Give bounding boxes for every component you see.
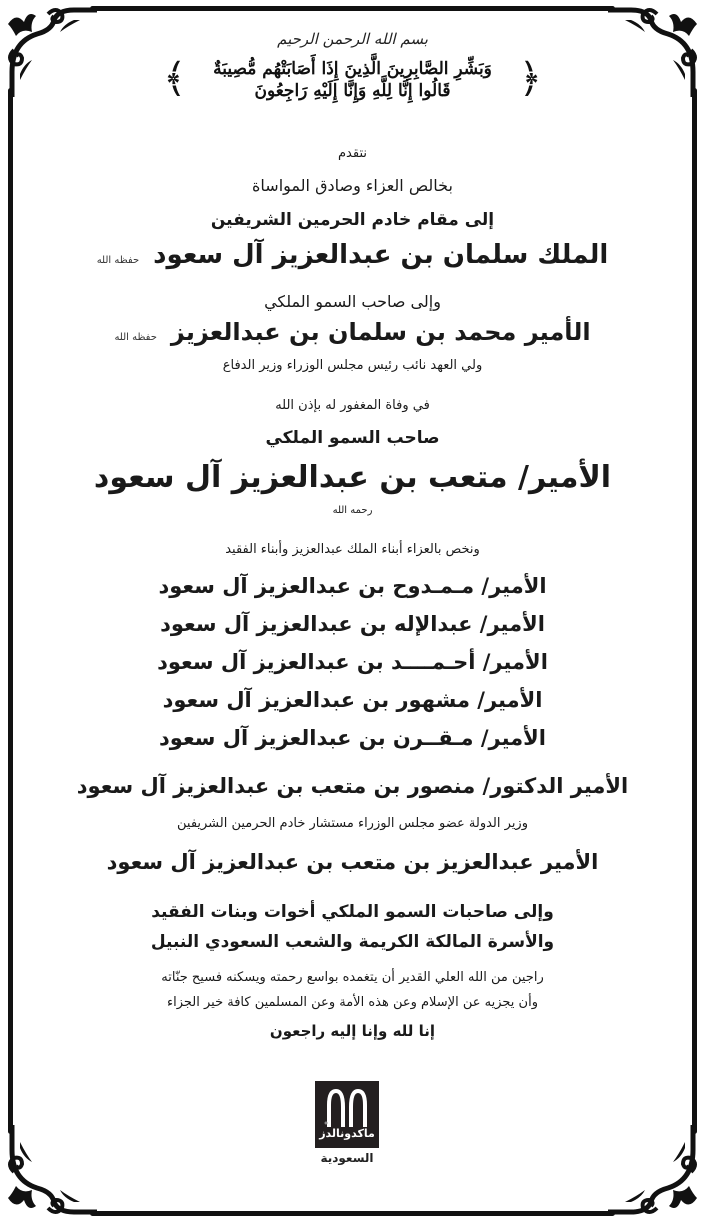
- son1-title: وزير الدولة عضو مجلس الوزراء مستشار خادم الحرمين الشريفين: [177, 816, 528, 831]
- logo-brand-text: ماكدونالدز: [319, 1127, 375, 1140]
- closing-prayer-2: وأن يجزيه عن الإسلام وعن هذه الأمة وعن المسلمين كافة خير الجزاء: [166, 995, 538, 1010]
- deceased-prayer: رحمه الله: [332, 505, 373, 516]
- intro-line-1: نتقدم: [338, 146, 367, 161]
- logo-country-text: السعودية: [320, 1151, 374, 1165]
- deceased-honorific: صاحب السمو الملكي: [265, 428, 440, 448]
- prince-row: الأمير/ عبدالإله بن عبدالعزيز آل سعود: [160, 612, 545, 636]
- son1-name: الأمير الدكتور/ منصور بن متعب بن عبدالعزيز آل سعود: [76, 774, 629, 798]
- crown-prince-title: ولي العهد نائب رئيس مجلس الوزراء وزير الدفاع: [222, 358, 483, 373]
- verse-line-2: قَالُوا إِنَّا لِلَّهِ وَإِنَّا إِلَيْهِ رَاجِعُونَ: [254, 81, 451, 101]
- closing-line-2: والأسرة المالكة الكريمة والشعب السعودي النبيل: [150, 932, 555, 952]
- deceased-intro: في وفاة المغفور له بإذن الله: [275, 398, 430, 413]
- verse-line-1: وَبَشِّرِ الصَّابِرِينَ الَّذِينَ إِذَا أَصَابَتْهُم مُّصِيبَةٌ: [213, 59, 492, 79]
- closing-prayer-1: راجين من الله العلي القدير أن يتغمده بواسع رحمته ويسكنه فسيح جنّاته: [161, 970, 544, 985]
- prince-row: الأمير/ مـقــرن بن عبدالعزيز آل سعود: [159, 726, 546, 750]
- family-intro: ونخص بالعزاء أبناء الملك عبدالعزيز وأبناء الفقيد: [225, 542, 480, 557]
- prince-row: الأمير/ مشهور بن عبدالعزيز آل سعود: [162, 688, 543, 712]
- crown-prince-suffix: حفظه الله: [114, 332, 157, 343]
- basmala: بسم الله الرحمن الرحيم: [277, 30, 428, 48]
- quran-verse-block: [163, 56, 542, 106]
- verse-brace-right: ﴿: [518, 56, 542, 102]
- king-suffix: حفظه الله: [96, 255, 140, 266]
- deceased-name: الأمير/ متعب بن عبدالعزيز آل سعود: [93, 460, 612, 495]
- crown-prince-name: الأمير محمد بن سلمان بن عبدالعزيز: [170, 318, 591, 346]
- king-row: [0, 240, 705, 270]
- prince-row: الأمير/ مـمـدوح بن عبدالعزيز آل سعود: [158, 574, 547, 598]
- crown-prince-row: [0, 318, 705, 346]
- prince-row: الأمير/ أحـمــــد بن عبدالعزيز آل سعود: [157, 650, 548, 674]
- king-name: الملك سلمان بن عبدالعزيز آل سعود: [153, 240, 609, 270]
- crown-prince-intro: وإلى صاحب السمو الملكي: [264, 292, 441, 311]
- mcdonalds-logo: [315, 1081, 379, 1148]
- closing-line-1: وإلى صاحبات السمو الملكي أخوات وبنات الفقيد: [151, 902, 554, 922]
- golden-arches-icon: [323, 1085, 371, 1127]
- verse-brace-left: ﴾: [163, 56, 187, 102]
- intro-line-3: إلى مقام خادم الحرمين الشريفين: [210, 210, 495, 230]
- closing-final: إنا لله وإنا إليه راجعون: [269, 1022, 436, 1040]
- intro-line-2: بخالص العزاء وصادق المواساة: [252, 176, 453, 195]
- son2-name: الأمير عبدالعزيز بن متعب بن عبدالعزيز آل سعود: [106, 850, 599, 874]
